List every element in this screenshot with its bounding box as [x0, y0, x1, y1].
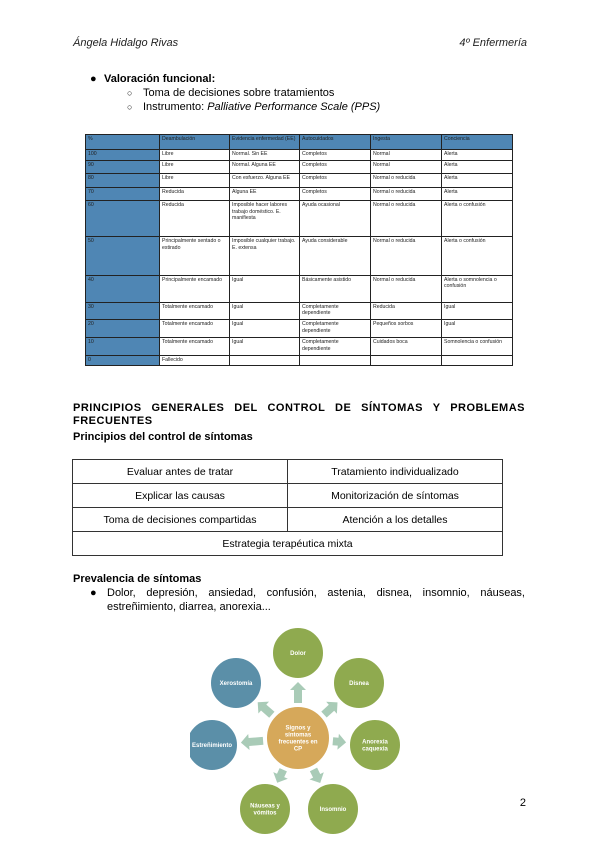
arrow-icon: [310, 768, 324, 783]
pps-cell: Totalmente encamado: [160, 320, 230, 338]
pps-cell: Completamente dependiente: [300, 302, 371, 320]
pps-cell: [442, 355, 513, 365]
pps-percent-cell: 40: [86, 275, 160, 302]
pps-cell: Alguna EE: [230, 188, 300, 201]
pps-cell: Igual: [442, 320, 513, 338]
pps-cell: Totalmente encamado: [160, 338, 230, 356]
arrow-icon: [321, 702, 337, 718]
pps-cell: Con esfuerzo. Alguna EE: [230, 173, 300, 187]
center-node-label: CP: [293, 746, 303, 753]
center-node-label: Signos y: [285, 725, 311, 732]
pps-percent-cell: 90: [86, 160, 160, 173]
pps-cell: Principalmente sentado o estirado: [160, 237, 230, 275]
pps-row: [86, 275, 513, 302]
pps-cell: Ayuda considerable: [300, 237, 371, 275]
pps-cell: Normal: [371, 150, 442, 160]
symptom-node-label: Dolor: [290, 651, 306, 657]
pps-cell: Pequeños sorbos: [371, 320, 442, 338]
pps-cell: Igual: [230, 320, 300, 338]
pps-cell: Igual: [230, 275, 300, 302]
pps-row: [86, 173, 513, 187]
prevalence-bullet: ● Dolor, depresión, ansiedad, confusión, astenia, disnea, insomnio, náuseas, estreñimiento, diarrea, anorexia...: [90, 587, 525, 613]
symptom-node: [210, 657, 262, 709]
principle-cell: Toma de decisiones compartidas: [73, 508, 288, 532]
pps-cell: Normal o reducida: [371, 173, 442, 187]
pps-cell: Totalmente encamado: [160, 302, 230, 320]
pps-cell: Alerta o confusión: [442, 201, 513, 237]
pps-cell: Ayuda ocasional: [300, 201, 371, 237]
pps-row: [86, 201, 513, 237]
pps-percent-cell: 100: [86, 150, 160, 160]
pps-cell: Alerta: [442, 160, 513, 173]
functional-assessment-title: Valoración funcional:: [104, 73, 216, 85]
principle-full-row: Estrategia terapéutica mixta: [73, 532, 503, 556]
pps-header-cell: Deambulación: [160, 135, 230, 150]
pps-cell: Somnolencia o confusión: [442, 338, 513, 356]
symptom-node-label: Insomnio: [319, 807, 347, 813]
pps-cell: Normal o reducida: [371, 201, 442, 237]
pps-percent-cell: 30: [86, 302, 160, 320]
symptom-node-label: Náuseas y: [250, 803, 280, 810]
symptom-node-label: vómitos: [253, 810, 277, 817]
pps-cell: Normal: [371, 160, 442, 173]
pps-cell: Imposible cualquier trabajo. E. extensa: [230, 237, 300, 275]
pps-row: [86, 237, 513, 275]
pps-cell: Alerta: [442, 188, 513, 201]
pps-header-cell: Evidencia enfermedad (EE): [230, 135, 300, 150]
pps-cell: Normal. Alguna EE: [230, 160, 300, 173]
functional-assessment-bullet: ● Valoración funcional:: [90, 73, 216, 85]
symptom-node-label: Disnea: [349, 681, 369, 687]
symptom-node-label: Xerostomía: [219, 681, 253, 687]
pps-cell: Imposible hacer labores trabajo doméstico. E. manifiesta: [230, 201, 300, 237]
pps-cell: Alerta: [442, 150, 513, 160]
pps-percent-cell: 20: [86, 320, 160, 338]
pps-percent-cell: 50: [86, 237, 160, 275]
pps-row: [86, 150, 513, 160]
pps-cell: Completos: [300, 160, 371, 173]
pps-row: [86, 188, 513, 201]
pps-cell: Alerta o somnolencia o confusión: [442, 275, 513, 302]
pps-header-cell: Ingesta: [371, 135, 442, 150]
pps-cell: Alerta o confusión: [442, 237, 513, 275]
principle-cell: Tratamiento individualizado: [288, 460, 503, 484]
prevalence-title: Prevalencia de síntomas: [73, 573, 202, 585]
pps-cell: Libre: [160, 150, 230, 160]
pps-row: [86, 320, 513, 338]
symptom-node-label: Anorexia: [362, 739, 388, 746]
pps-cell: [371, 355, 442, 365]
pps-cell: Completamente dependiente: [300, 338, 371, 356]
symptom-node: [239, 783, 291, 835]
pps-row: [86, 338, 513, 356]
pps-table: [85, 134, 513, 366]
symptom-node: [333, 657, 385, 709]
section-title: PRINCIPIOS GENERALES DEL CONTROL DE SÍNTOMAS Y PROBLEMAS: [73, 402, 525, 414]
functional-item-2: ○ Instrumento: Palliative Performance Scale (PPS): [127, 101, 381, 113]
principles-table: [72, 459, 503, 556]
arrow-icon: [290, 682, 306, 703]
prevalence-text: Dolor, depresión, ansiedad, confusión, astenia, disnea, insomnio, náuseas, estreñimiento, diarrea, anorexia...: [107, 587, 525, 613]
pps-cell: Reducida: [160, 188, 230, 201]
symptom-node: [272, 627, 324, 679]
pps-cell: Reducida: [371, 302, 442, 320]
pps-cell: Completamente dependiente: [300, 320, 371, 338]
arrow-icon: [258, 702, 275, 718]
center-node-label: frecuentes en: [278, 739, 318, 746]
symptom-node-label: caquexia: [362, 746, 388, 753]
pps-cell: Alerta: [442, 173, 513, 187]
pps-header-cell: Conciencia: [442, 135, 513, 150]
pps-cell: Completos: [300, 150, 371, 160]
section-subtitle: Principios del control de síntomas: [73, 431, 253, 443]
pps-cell: [300, 355, 371, 365]
pps-row: [86, 302, 513, 320]
pps-cell: Normal o reducida: [371, 188, 442, 201]
pps-cell: Libre: [160, 173, 230, 187]
pps-header-cell: Autocuidados: [300, 135, 371, 150]
pps-percent-cell: 10: [86, 338, 160, 356]
principle-cell: Evaluar antes de tratar: [73, 460, 288, 484]
pps-cell: Igual: [442, 302, 513, 320]
header-author: Ángela Hidalgo Rivas: [73, 37, 179, 49]
section-title-line2: FRECUENTES: [73, 415, 153, 427]
pps-cell: Principalmente encamado: [160, 275, 230, 302]
center-node: [266, 706, 330, 770]
symptom-node: [190, 719, 238, 771]
pps-cell: Completos: [300, 188, 371, 201]
pps-cell: Normal o reducida: [371, 237, 442, 275]
arrow-icon: [273, 768, 288, 783]
pps-cell: [230, 355, 300, 365]
pps-cell: Normal o reducida: [371, 275, 442, 302]
pps-cell: Fallecido: [160, 355, 230, 365]
center-node-label: síntomas: [284, 732, 312, 739]
symptom-node: [307, 783, 359, 835]
header-course: 4º Enfermería: [459, 37, 527, 49]
pps-percent-cell: 60: [86, 201, 160, 237]
pps-cell: Cuidados boca: [371, 338, 442, 356]
pps-header-row: [86, 135, 513, 150]
page-number: 2: [519, 797, 526, 809]
pps-cell: Básicamente asistido: [300, 275, 371, 302]
functional-item-1: ○ Toma de decisiones sobre tratamientos: [127, 87, 335, 99]
symptom-node-label: Estreñimiento: [191, 743, 233, 749]
pps-percent-cell: 70: [86, 188, 160, 201]
pps-cell: Libre: [160, 160, 230, 173]
pps-cell: Igual: [230, 338, 300, 356]
pps-row: [86, 160, 513, 173]
pps-percent-cell: 0: [86, 355, 160, 365]
principle-cell: Atención a los detalles: [288, 508, 503, 532]
symptom-node: [349, 719, 401, 771]
principle-cell: Monitorización de síntomas: [288, 484, 503, 508]
pps-cell: Reducida: [160, 201, 230, 237]
pps-header-cell: %: [86, 135, 160, 150]
pps-cell: Completos: [300, 173, 371, 187]
pps-cell: Igual: [230, 302, 300, 320]
principle-cell: Explicar las causas: [73, 484, 288, 508]
symptoms-diagram: [190, 625, 415, 840]
arrow-icon: [333, 734, 347, 750]
pps-row: [86, 355, 513, 365]
pps-percent-cell: 80: [86, 173, 160, 187]
pps-cell: Normal. Sin EE: [230, 150, 300, 160]
arrow-icon: [241, 734, 264, 750]
